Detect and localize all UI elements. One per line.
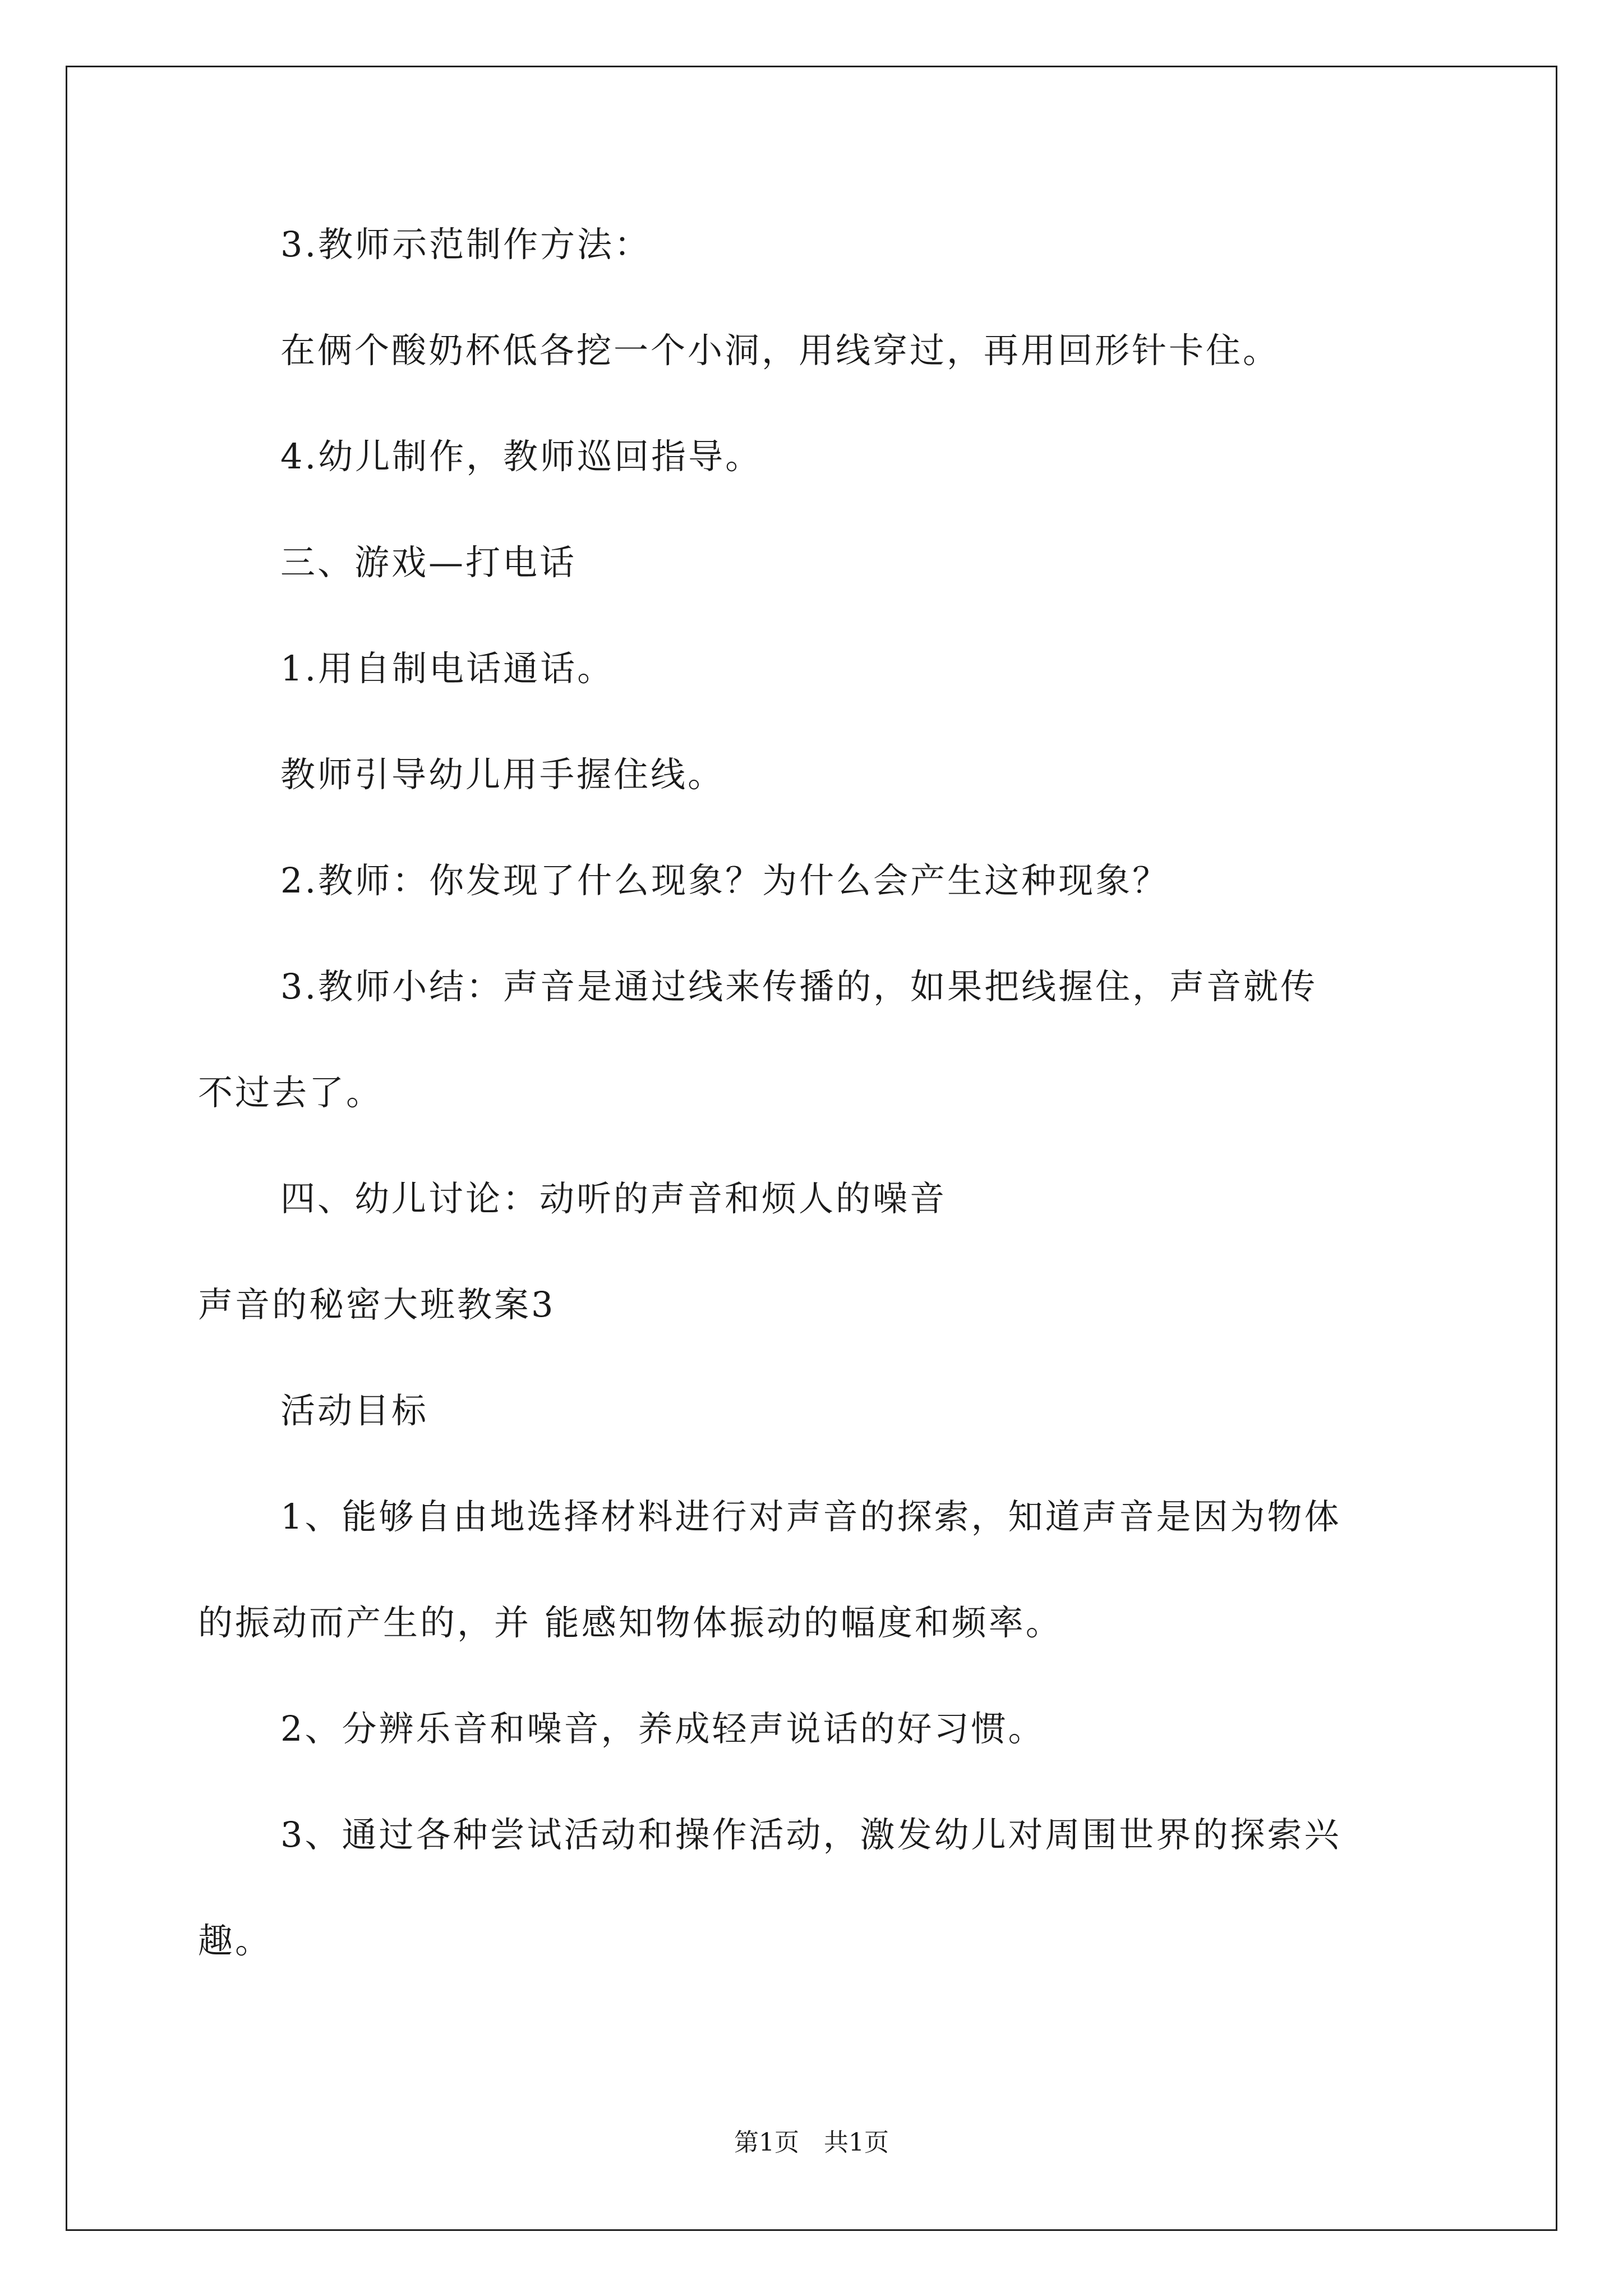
- paragraph-line: 4.幼儿制作，教师巡回指导。: [280, 436, 763, 477]
- paragraph-line: 在俩个酸奶杯低各挖一个小洞，用线穿过，再用回形针卡住。: [280, 330, 1280, 371]
- paragraph-line: 2.教师：你发现了什么现象？为什么会产生这种现象？: [280, 860, 1170, 901]
- document-title: 声音的秘密大班教案3: [198, 1284, 556, 1325]
- paragraph-line: 1、能够自由地选择材料进行对声音的探索，知道声音是因为物体: [280, 1496, 1341, 1537]
- section-heading: 三、游戏—打电话: [280, 542, 577, 583]
- paragraph-line: 的振动而产生的，并 能感知物体振动的幅度和频率。: [198, 1602, 1063, 1643]
- paragraph-line: 趣。: [198, 1920, 273, 1961]
- paragraph-line: 不过去了。: [198, 1072, 384, 1113]
- paragraph-line: 教师引导幼儿用手握住线。: [280, 754, 725, 795]
- page-footer: 第1页 共1页: [734, 2128, 889, 2157]
- section-heading: 活动目标: [280, 1390, 429, 1431]
- paragraph-line: 1.用自制电话通话。: [280, 648, 615, 689]
- paragraph-line: 2、分辨乐音和噪音，养成轻声说话的好习惯。: [280, 1708, 1045, 1749]
- paragraph-line: 3、通过各种尝试活动和操作活动，激发幼儿对周围世界的探索兴: [280, 1814, 1341, 1855]
- paragraph-line: 3.教师小结：声音是通过线来传播的，如果把线握住，声音就传: [280, 966, 1318, 1007]
- section-heading: 四、幼儿讨论：动听的声音和烦人的噪音: [280, 1178, 947, 1219]
- page-border: [66, 66, 1557, 2231]
- paragraph-line: 3.教师示范制作方法：: [280, 224, 652, 265]
